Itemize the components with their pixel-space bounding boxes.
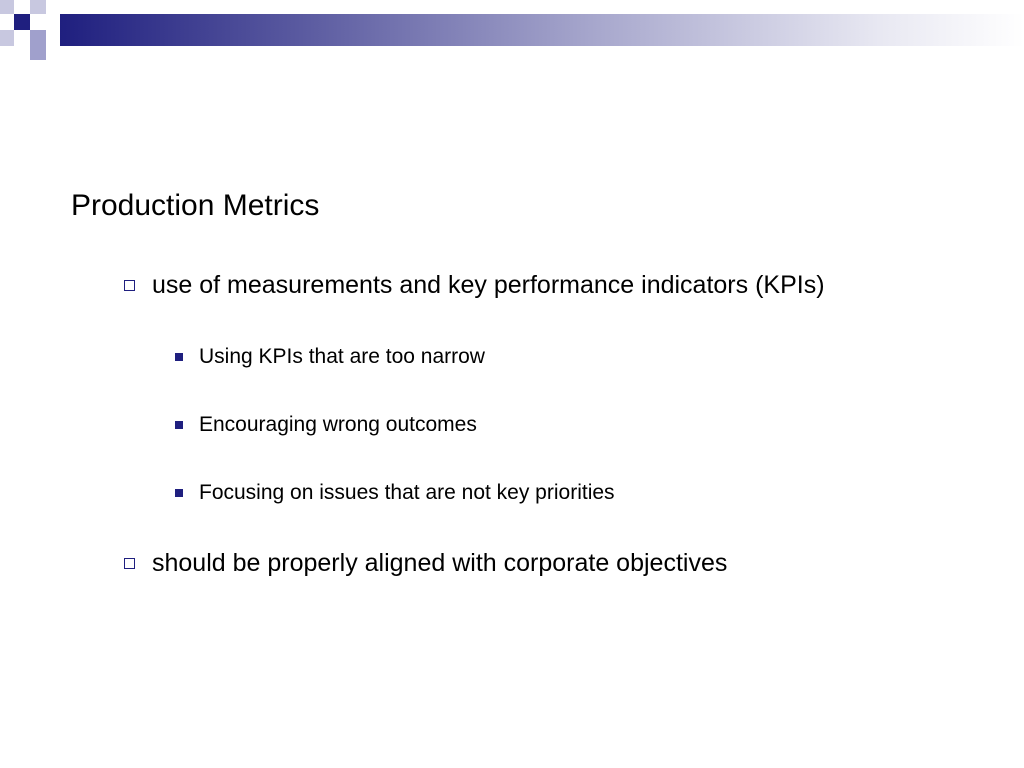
filled-square-icon — [175, 421, 183, 429]
bullet-item-level2 — [175, 344, 485, 370]
decor-square — [14, 14, 30, 30]
bullet-text: Encouraging wrong outcomes — [199, 413, 477, 436]
hollow-square-icon — [124, 280, 135, 291]
decor-square — [30, 46, 46, 60]
bullet-item-level1 — [124, 270, 825, 300]
decor-square — [46, 14, 60, 30]
bullet-item-level2 — [175, 412, 477, 438]
filled-square-icon — [175, 353, 183, 361]
bullet-text: use of measurements and key performance indicators (KPIs) — [152, 271, 825, 299]
bullet-text: Focusing on issues that are not key priorities — [199, 481, 615, 504]
decor-square — [30, 30, 46, 46]
decor-square — [0, 30, 14, 46]
filled-square-icon — [175, 489, 183, 497]
header-gradient-bar — [60, 14, 1024, 46]
decor-square — [30, 0, 46, 14]
decor-square — [46, 0, 60, 14]
bullet-text: Using KPIs that are too narrow — [199, 345, 485, 368]
decor-square — [14, 0, 30, 14]
bullet-item-level2 — [175, 480, 615, 506]
bullet-text: should be properly aligned with corporate objectives — [152, 549, 728, 577]
decor-square — [0, 0, 14, 14]
slide-title: Production Metrics — [71, 189, 320, 222]
hollow-square-icon — [124, 558, 135, 569]
bullet-item-level1 — [124, 548, 727, 578]
